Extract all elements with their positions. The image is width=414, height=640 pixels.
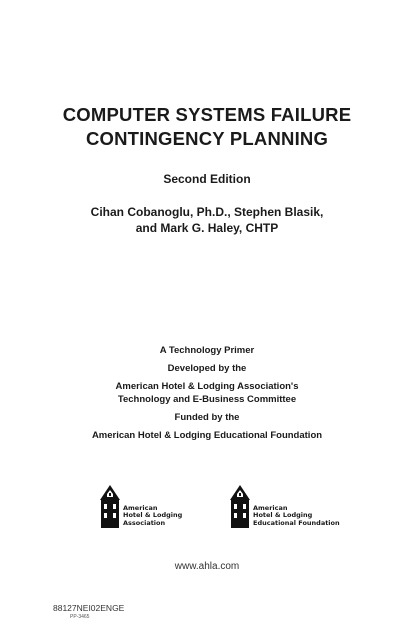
- primer-line-6: American Hotel & Lodging Educational Foundation: [91, 430, 323, 441]
- primer-credits: [0, 345, 414, 448]
- logo-line: American: [123, 503, 158, 512]
- logo-text: [123, 505, 182, 528]
- authors: [0, 204, 414, 236]
- logo-line: Association: [123, 518, 166, 527]
- book-title: [0, 103, 414, 151]
- primer-line-4: Technology and E-Business Committee: [117, 394, 297, 405]
- website-link[interactable]: www.ahla.com: [174, 561, 240, 572]
- primer-line-5: Funded by the: [174, 412, 240, 423]
- logo-line: Hotel & Lodging: [123, 511, 183, 519]
- ahla-foundation-logo: [228, 482, 340, 528]
- authors-line-2: and Mark G. Haley, CHTP: [135, 221, 279, 235]
- product-code: 88127NEI02ENGE: [53, 603, 125, 613]
- logo-line: Educational Foundation: [253, 518, 340, 527]
- primer-line-2: Developed by the: [167, 363, 247, 374]
- edition-label: Second Edition: [163, 172, 251, 186]
- logo-line: Hotel & Lodging: [253, 511, 313, 519]
- building-icon: [228, 482, 252, 528]
- authors-line-1: Cihan Cobanoglu, Ph.D., Stephen Blasik,: [90, 205, 324, 219]
- logo-text: [253, 505, 340, 528]
- ahla-association-logo: [98, 482, 182, 528]
- title-line-2: CONTINGENCY PLANNING: [85, 128, 329, 149]
- title-line-1: COMPUTER SYSTEMS FAILURE: [62, 104, 352, 125]
- primer-line-1: A Technology Primer: [159, 345, 255, 356]
- building-icon: [98, 482, 122, 528]
- logo-line: American: [253, 503, 288, 512]
- small-code: PP-3465: [70, 614, 90, 620]
- primer-line-3: American Hotel & Lodging Association's: [115, 381, 299, 392]
